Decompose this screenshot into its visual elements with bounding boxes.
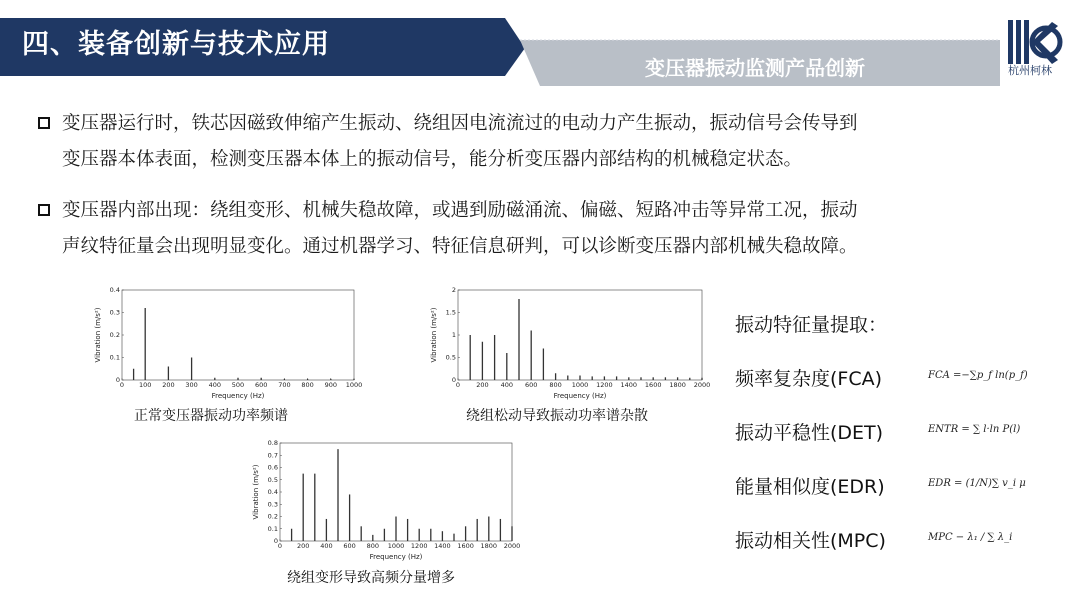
x-tick-label: 100 [138, 381, 152, 389]
x-tick-label: 1800 [480, 542, 498, 550]
y-tick-label: 2 [451, 286, 456, 294]
y-axis-label: Vibration (m/s²) [430, 307, 438, 363]
x-tick-label: 0 [119, 381, 125, 389]
x-tick-label: 0 [277, 542, 283, 550]
y-tick-label: 0.1 [109, 353, 120, 362]
x-tick-label: 1000 [571, 381, 589, 389]
x-tick-label: 1800 [669, 381, 686, 389]
x-tick-label: 600 [524, 381, 538, 389]
x-axis-label: Frequency (Hz) [369, 553, 423, 561]
chart-caption: 绕组变形导致高频分量增多 [287, 570, 455, 586]
x-tick-label: 1200 [410, 542, 428, 550]
y-tick-label: 0.2 [109, 331, 120, 339]
bullet-item [38, 193, 1048, 265]
bullet-item [38, 106, 1048, 178]
x-tick-label: 800 [366, 542, 380, 550]
x-tick-label: 400 [208, 381, 222, 389]
x-axis-label: Frequency (Hz) [211, 392, 265, 400]
bullet-line: 变压器内部出现：绕组变形、机械失稳故障，或遇到励磁涌流、偏磁、短路冲击等异常工况，振动 [62, 200, 858, 221]
y-tick-label: 0.8 [267, 439, 278, 447]
formula-det: ENTR = ∑ l·ln P(l) [928, 424, 1021, 435]
bullet-line: 变压器运行时，铁芯因磁致伸缩产生振动、绕组因电流流过的电动力产生振动，振动信号会传导到 [62, 113, 858, 134]
x-tick-label: 1200 [596, 381, 613, 389]
chart-caption: 正常变压器振动功率频谱 [134, 408, 288, 424]
y-tick-label: 0.4 [267, 488, 278, 496]
x-tick-label: 800 [549, 381, 562, 389]
x-tick-label: 1400 [434, 542, 451, 550]
y-axis-label: Vibration (m/s²) [252, 464, 260, 520]
feature-label-det: 振动平稳性(DET) [735, 422, 884, 444]
spectrum-chart-normal [92, 284, 362, 402]
feature-label-fca: 频率复杂度(FCA) [735, 368, 883, 390]
x-tick-label: 900 [324, 381, 338, 389]
x-axis-label: Frequency (Hz) [553, 392, 607, 400]
formula-mpc: MPC − λ₁ / ∑ λ_i [928, 532, 1013, 543]
y-tick-label: 1 [451, 331, 456, 339]
y-tick-label: 1.5 [445, 308, 456, 317]
y-axis-label: Vibration (m/s²) [94, 307, 102, 363]
x-tick-label: 600 [254, 381, 268, 389]
x-tick-label: 300 [185, 381, 198, 389]
y-tick-label: 0 [115, 376, 120, 384]
page-subtitle: 变压器振动监测产品创新 [645, 56, 865, 80]
square-bullet-icon [38, 117, 50, 129]
x-tick-label: 1600 [457, 542, 474, 550]
x-tick-label: 0 [455, 381, 461, 389]
y-tick-label: 0 [451, 376, 456, 384]
spectrum-chart-deform [250, 437, 520, 563]
x-tick-label: 200 [296, 542, 310, 550]
feature-label-mpc: 振动相关性(MPC) [735, 530, 886, 552]
x-tick-label: 700 [278, 381, 291, 389]
x-tick-label: 800 [301, 381, 314, 389]
y-tick-label: 0.3 [267, 500, 278, 509]
square-bullet-icon [38, 204, 50, 216]
bullet-line: 变压器本体表面，检测变压器本体上的振动信号，能分析变压器内部结构的机械稳定状态。 [62, 149, 803, 170]
y-tick-label: 0.2 [267, 512, 278, 521]
x-tick-label: 600 [343, 542, 356, 550]
y-tick-label: 0.7 [267, 451, 278, 460]
x-tick-label: 2000 [503, 542, 520, 550]
bullet-line: 声纹特征量会出现明显变化。通过机器学习、特征信息研判，可以诊断变压器内部机械失稳故障。 [62, 236, 858, 257]
x-tick-label: 400 [320, 542, 333, 550]
y-tick-label: 0.4 [109, 286, 120, 294]
x-tick-label: 200 [476, 381, 489, 389]
feature-label-edr: 能量相似度(EDR) [735, 476, 885, 498]
x-tick-label: 2000 [693, 381, 710, 389]
spectrum-chart-loose [428, 284, 710, 402]
y-tick-label: 0.5 [267, 475, 278, 484]
feature-heading: 振动特征量提取： [735, 314, 888, 336]
formula-edr: EDR = (1/N)∑ v_i μ [928, 478, 1026, 489]
x-tick-label: 1600 [644, 381, 662, 389]
formula-fca: FCA =−∑p_f ln(p_f) [928, 370, 1028, 381]
x-tick-label: 400 [500, 381, 514, 389]
x-tick-label: 500 [231, 381, 245, 389]
y-tick-label: 0.3 [109, 308, 120, 317]
y-tick-label: 0 [273, 537, 278, 545]
x-tick-label: 1400 [620, 381, 638, 389]
x-tick-label: 200 [162, 381, 175, 389]
x-tick-label: 1000 [345, 381, 362, 389]
y-tick-label: 0.1 [267, 524, 278, 533]
y-tick-label: 0.5 [445, 353, 456, 362]
chart-caption: 绕组松动导致振动功率谱杂散 [466, 408, 648, 424]
page-title: 四、装备创新与技术应用 [22, 29, 330, 60]
y-tick-label: 0.6 [267, 463, 278, 472]
x-tick-label: 1000 [387, 542, 405, 550]
plot-frame [122, 290, 354, 380]
logo-text: 杭州柯林 [1008, 64, 1052, 77]
